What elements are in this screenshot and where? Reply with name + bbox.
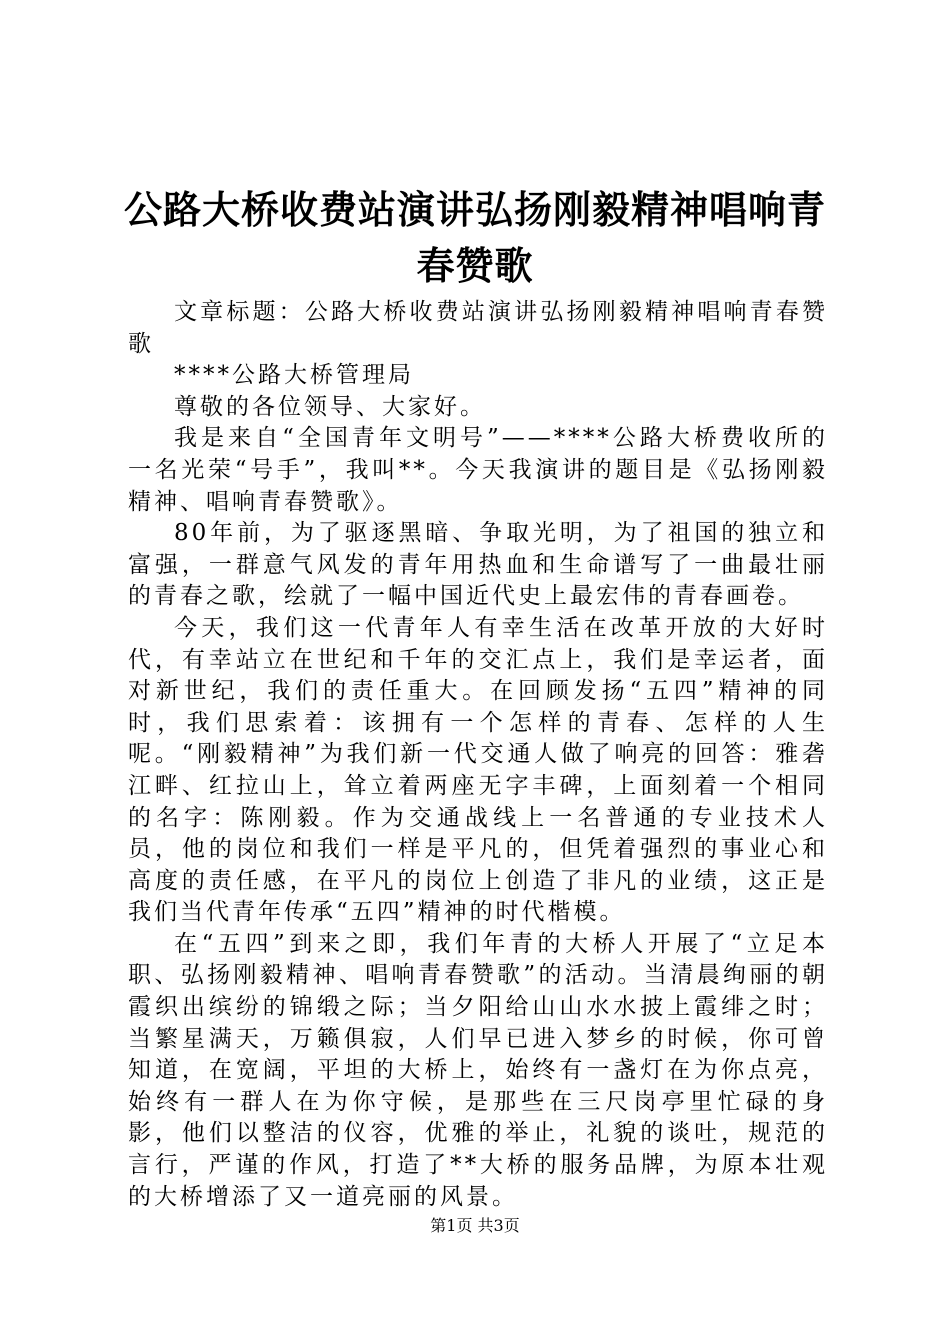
paragraph-history: 80年前，为了驱逐黑暗、争取光明，为了祖国的独立和富强，一群意气风发的青年用热血和生命谱写了一曲最壮丽的青春之歌，绘就了一幅中国近代史上最宏伟的青春画卷。 [128,520,828,610]
paragraph-article-title: 文章标题：公路大桥收费站演讲弘扬刚毅精神唱响青春赞歌 [128,299,828,357]
paragraph-today: 今天，我们这一代青年人有幸生活在改革开放的大好时代，有幸站立在世纪和千年的交汇点上，我们是幸运者，面对新世纪，我们的责任重大。在回顾发扬“五四”精神的同时，我们思索着：该拥有一个怎样的青春、怎样的人生呢。“刚毅精神”为我们新一代交通人做了响亮的回答：雅砻江畔、红拉山上，耸立着两座无字丰碑，上面刻着一个相同的名字：陈刚毅。作为交通战线上一名普通的专业技术人员，他的岗位和我们一样是平凡的，但凭着强烈的事业心和高度的责任感，在平凡的岗位上创造了非凡的业绩，这正是我们当代青年传承“五四”精神的时代楷模。 [128,614,828,926]
page-footer: 第1页 共3页 [430,1216,520,1235]
paragraph-introduction: 我是来自“全国青年文明号”——****公路大桥费收所的一名光荣“号手”，我叫**。今天我演讲的题目是《弘扬刚毅精神、唱响青春赞歌》。 [128,425,828,515]
document-title: 公路大桥收费站演讲弘扬刚毅精神唱响青春赞歌 [123,188,826,288]
paragraph-greeting: 尊敬的各位领导、大家好。 [174,393,486,420]
document-body [128,297,828,1213]
paragraph-activity: 在“五四”到来之即，我们年青的大桥人开展了“立足本职、弘扬刚毅精神、唱响青春赞歌”的活动。当清晨绚丽的朝霞织出缤纷的锦缎之际；当夕阳给山山水水披上霞绯之时；当繁星满天，万籁俱寂，人们早已进入梦乡的时候，你可曾知道，在宽阔，平坦的大桥上，始终有一盏灯在为你点亮，始终有一群人在为你守候，是那些在三尺岗亭里忙碌的身影，他们以整洁的仪容，优雅的举止，礼貌的谈吐，规范的言行，严谨的作风，打造了**大桥的服务品牌，为原本壮观的大桥增添了又一道亮丽的风景。 [128,930,828,1210]
paragraph-organization: ****公路大桥管理局 [174,362,414,389]
